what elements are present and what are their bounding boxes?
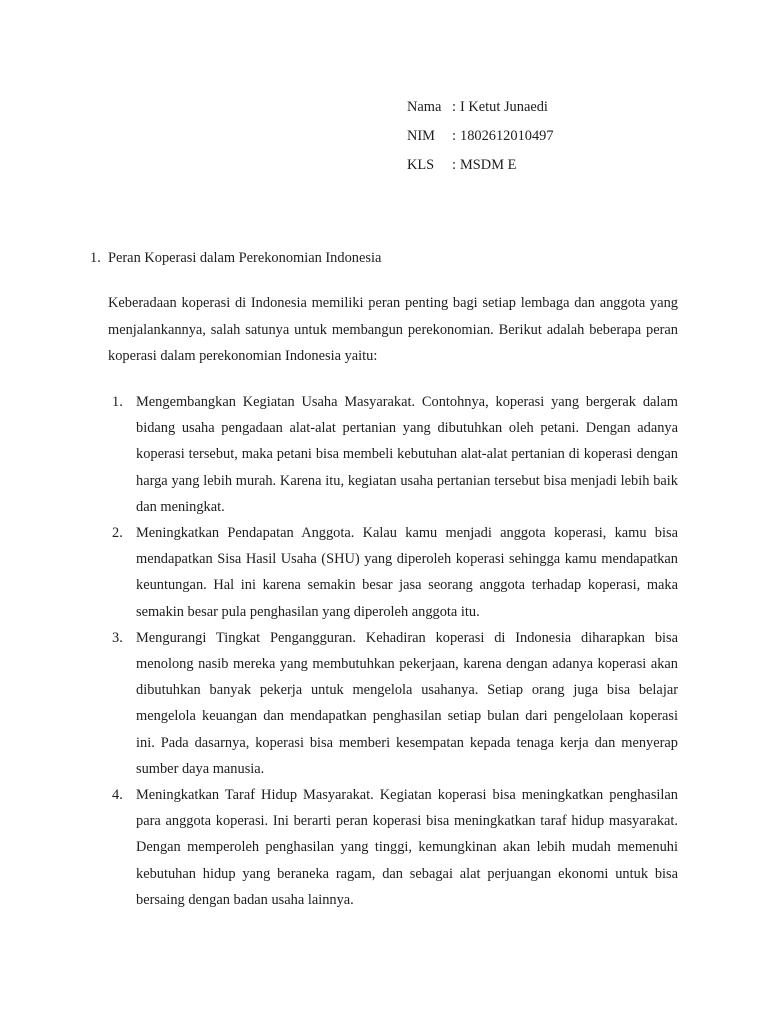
identity-label: KLS: [407, 157, 435, 173]
list-item: [108, 520, 678, 625]
identity-block: [407, 93, 554, 180]
list-item-text: Mengembangkan Kegiatan Usaha Masyarakat. Contohnya, koperasi yang bergerak dalam bidang usaha pengadaan alat-alat pertanian yang dibutuhkan oleh petani. Dengan adanya koperasi tersebut, maka petani bisa membeli kebutuhan alat-alat pertanian di koperasi dengan harga yang lebih murah. Karena itu, kegiatan usaha pertanian tersebut bisa menjadi lebih baik dan meningkat.: [136, 394, 678, 515]
identity-row-class: [407, 151, 554, 180]
list-item: [108, 625, 678, 782]
list-item-text: Meningkatkan Pendapatan Anggota. Kalau kamu menjadi anggota koperasi, kamu bisa mendapatkan Sisa Hasil Usaha (SHU) yang diperoleh koperasi sehingga kamu mendapatkan keuntungan. Hal ini karena semakin besar jasa seorang anggota terhadap koperasi, maka semakin besar pula penghasilan yang diperoleh anggota itu.: [136, 525, 678, 620]
list-item: [108, 782, 678, 913]
identity-label: Nama: [407, 99, 442, 115]
identity-label: NIM: [407, 128, 435, 144]
section-number: 1.: [90, 250, 101, 266]
identity-value: MSDM E: [460, 157, 517, 173]
identity-value: 1802612010497: [460, 128, 554, 144]
intro-paragraph: Keberadaan koperasi di Indonesia memiliki peran penting bagi setiap lembaga dan anggota yang menjalankannya, salah satunya untuk membangun perekonomian. Berikut adalah beberapa peran koperasi dalam perekonomian Indonesia yaitu:: [108, 295, 678, 364]
identity-row-nim: [407, 122, 554, 151]
role-list: [108, 389, 678, 913]
list-item-number: 4.: [112, 787, 123, 804]
identity-row-name: [407, 93, 554, 122]
list-item: [108, 389, 678, 520]
section-heading-block: [90, 247, 680, 269]
list-item-number: 3.: [112, 629, 123, 646]
identity-value: I Ketut Junaedi: [460, 99, 548, 115]
identity-separator: :: [452, 128, 456, 144]
section-title: Peran Koperasi dalam Perekonomian Indonesia: [108, 250, 382, 266]
list-item-number: 2.: [112, 525, 123, 542]
list-item-number: 1.: [112, 394, 123, 410]
identity-separator: :: [452, 99, 456, 115]
section-heading: [90, 247, 680, 269]
identity-separator: :: [452, 157, 456, 173]
list-item-text: Meningkatkan Taraf Hidup Masyarakat. Kegiatan koperasi bisa meningkatkan penghasilan para anggota koperasi. Ini berarti peran koperasi bisa meningkatkan taraf hidup masyarakat. Dengan memperoleh penghasilan yang tinggi, kemungkinan akan lebih mudah memenuhi kebutuhan hidup yang beraneka ragam, dan sebagai alat perjuangan ekonomi untuk bisa bersaing dengan badan usaha lainnya.: [136, 787, 678, 908]
list-item-text: Mengurangi Tingkat Pengangguran. Kehadiran koperasi di Indonesia diharapkan bisa menolong nasib mereka yang membutuhkan pekerjaan, karena dengan adanya koperasi akan dibutuhkan banyak pekerja untuk mengelola usahanya. Setiap orang juga bisa belajar mengelola keuangan dan mendapatkan penghasilan setiap bulan dari pengelolaan koperasi ini. Pada dasarnya, koperasi bisa memberi kesempatan kepada tenaga kerja dan menyerap sumber daya manusia.: [136, 629, 678, 777]
